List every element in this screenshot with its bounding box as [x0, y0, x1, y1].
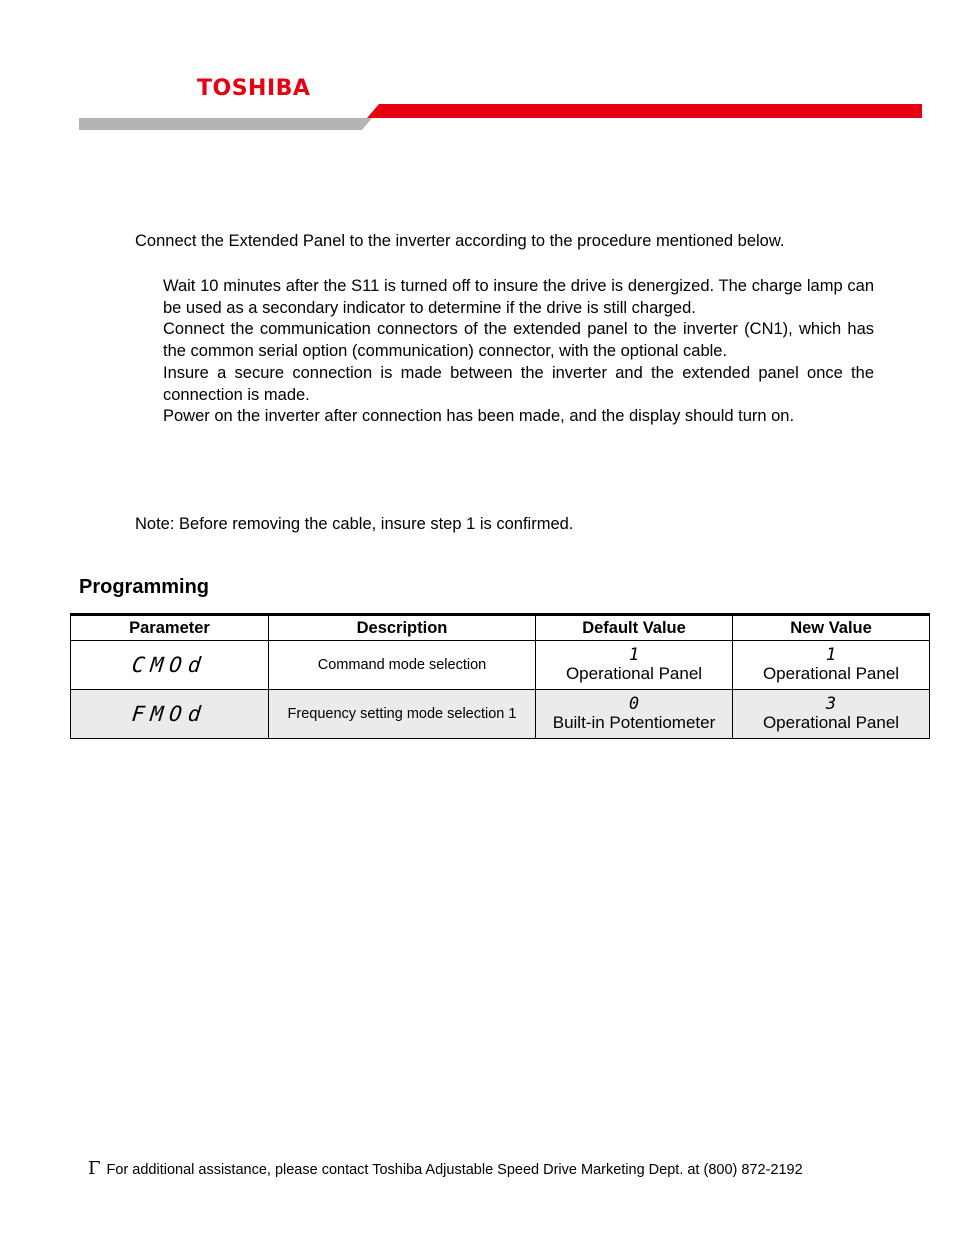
- footer-glyph: Γ: [88, 1158, 101, 1179]
- new-value-cell: [733, 641, 930, 690]
- section-heading-programming: Programming: [79, 576, 210, 598]
- table-row: [71, 641, 930, 690]
- step-3: Insure a secure connection is made between the inverter and the extended panel once the connection is made.: [163, 363, 874, 404]
- default-value-cell: [536, 641, 733, 690]
- lcd-default-code: 1: [628, 645, 640, 665]
- new-value-label: Operational Panel: [762, 713, 900, 732]
- new-value-cell: [733, 690, 930, 739]
- description-cell: [269, 690, 536, 739]
- footer: [88, 1158, 803, 1179]
- lcd-default-code: 0: [628, 694, 640, 714]
- lcd-parameter-code: FMOd: [130, 702, 209, 726]
- parameter-cell: [71, 690, 269, 739]
- procedure-steps: [163, 276, 874, 428]
- step-4: Power on the inverter after connection has been made, and the display should turn on.: [163, 407, 795, 426]
- step-2: Connect the communication connectors of the extended panel to the inverter (CN1), which has the common serial option (communication) connector, with the optional cable.: [163, 320, 874, 361]
- description-text: Frequency setting mode selection 1: [287, 706, 517, 722]
- step-1: Wait 10 minutes after the S11 is turned off to insure the drive is denergized. The charge lamp can be used as a secondary indicator to determine if the drive is still charged.: [163, 277, 874, 317]
- description-cell: [269, 641, 536, 690]
- column-header-description: Description: [269, 615, 536, 641]
- toshiba-logo: TOSHIBA: [197, 76, 311, 101]
- header-bar-red: [367, 104, 922, 118]
- table-row: [71, 690, 930, 739]
- note-text: Note: Before removing the cable, insure step 1 is confirmed.: [135, 515, 574, 533]
- new-value-label: Operational Panel: [762, 664, 900, 683]
- column-header-parameter: Parameter: [71, 615, 269, 641]
- header-bar-gray: [79, 118, 372, 130]
- intro-text: Connect the Extended Panel to the inverter according to the procedure mentioned below.: [135, 232, 785, 250]
- default-value-cell: [536, 690, 733, 739]
- lcd-parameter-code: CMOd: [130, 653, 209, 677]
- column-header-new-value: New Value: [733, 615, 930, 641]
- default-value-label: Operational Panel: [565, 664, 703, 683]
- lcd-new-code: 1: [825, 645, 837, 665]
- table-header-row: [71, 615, 930, 641]
- parameter-cell: [71, 641, 269, 690]
- column-header-default-value: Default Value: [536, 615, 733, 641]
- default-value-label: Built-in Potentiometer: [552, 713, 716, 732]
- header-bar: [79, 104, 922, 130]
- footer-text: For additional assistance, please contact Toshiba Adjustable Speed Drive Marketing Dept. at (800) 872-2192: [106, 1162, 803, 1178]
- description-text: Command mode selection: [317, 657, 487, 673]
- programming-table: [70, 613, 930, 739]
- lcd-new-code: 3: [825, 694, 837, 714]
